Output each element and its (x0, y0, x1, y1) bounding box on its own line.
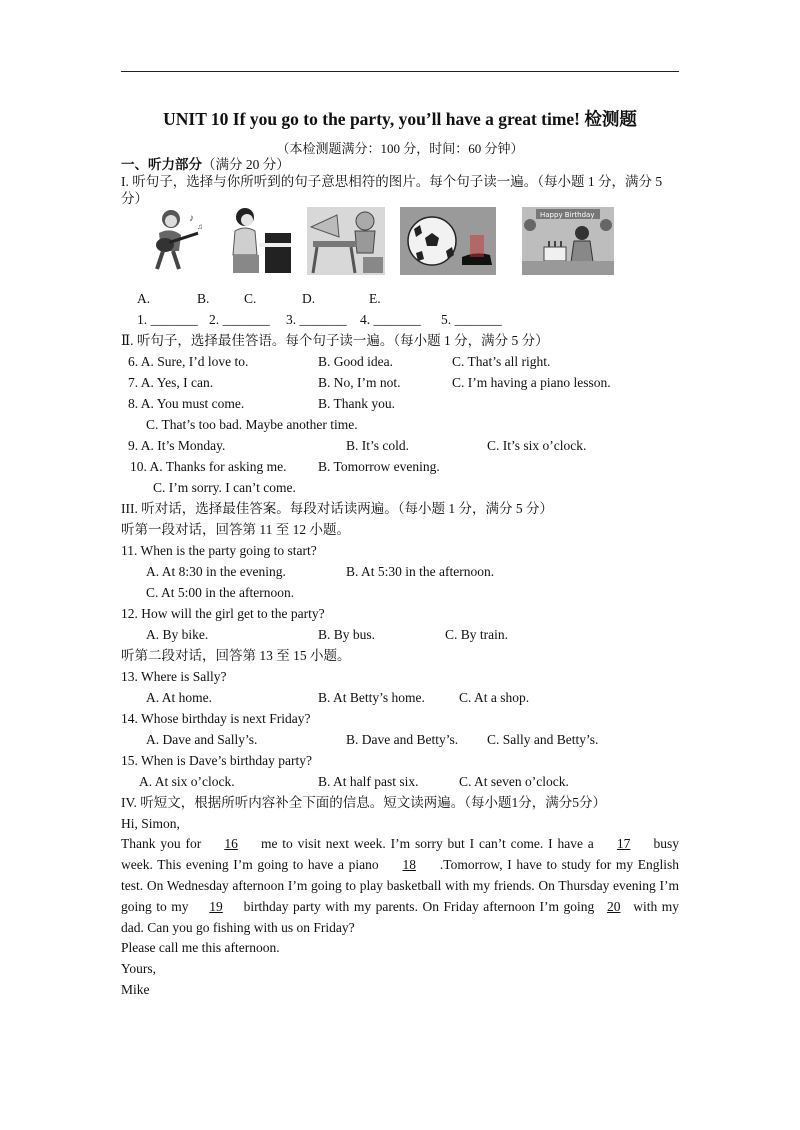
partIII-heading: III. 听对话，选择最佳答案。每段对话读两遍。（每小题 1 分，满分 5 分） (121, 501, 553, 516)
pic-label-c: C. (244, 291, 257, 306)
q10-option-a: 10. A. Thanks for asking me. (130, 459, 287, 474)
q12-option-b: B. By bus. (318, 627, 376, 642)
dialogue2-heading: 听第二段对话，回答第 13 至 15 小题。 (121, 648, 351, 663)
q13-question: 13. Where is Sally? (121, 669, 227, 684)
section1-heading (121, 157, 290, 173)
q9-option-c: C. It’s six o’clock. (487, 438, 587, 453)
soccer-picture (400, 207, 494, 275)
partIV-heading: IV. 听短文，根据所听内容补全下面的信息。短文读两遍。（每小题1分，满分5分） (121, 795, 607, 810)
q14-question: 14. Whose birthday is next Friday? (121, 711, 311, 726)
letter-signature: Mike (121, 982, 150, 997)
answer-2: 2. _______ (209, 312, 270, 327)
partII-heading: Ⅱ. 听句子，选择最佳答语。每个句子读一遍。（每小题 1 分，满分 5 分） (121, 333, 549, 348)
dialogue1-heading: 听第一段对话，回答第 11 至 12 小题。 (121, 522, 350, 537)
blank-17[interactable]: 17 (616, 836, 631, 851)
letter-text-4: .Tomorrow, I have to study for my English test. On Wednesday afternoon I’m going to play basketball with my friends. On Thursday evening I’m going to my (121, 857, 680, 914)
q13-option-b: B. At Betty’s home. (318, 690, 425, 705)
page-subtitle: （本检测题满分：100 分，时间：60 分钟） (276, 141, 524, 156)
q9-option-b: B. It’s cold. (346, 438, 409, 453)
q10-option-c: C. I’m sorry. I can’t come. (153, 480, 296, 495)
letter-greeting: Hi, Simon, (121, 816, 180, 831)
blank-19[interactable]: 19 (209, 899, 223, 914)
blank-18[interactable]: 18 (402, 857, 417, 872)
answer-3: 3. _______ (286, 312, 347, 327)
q12-option-a: A. By bike. (146, 627, 209, 642)
letter-text-2: me to visit next week. I’m sorry but I can’t come. I have a (260, 836, 594, 851)
q13-option-a: A. At home. (146, 690, 212, 705)
q14-option-a: A. Dave and Sally’s. (146, 732, 258, 747)
q13-option-c: C. At a shop. (459, 690, 530, 705)
q8-option-a: 8. A. You must come. (128, 396, 245, 411)
q11-option-b: B. At 5:30 in the afternoon. (346, 564, 495, 579)
guitar-picture (145, 207, 205, 275)
q10-option-b: B. Tomorrow evening. (318, 459, 440, 474)
q11-question: 11. When is the party going to start? (121, 543, 317, 558)
q7-option-b: B. No, I’m not. (318, 375, 401, 390)
birthday-picture (522, 207, 614, 275)
q11-option-a: A. At 8:30 in the evening. (146, 564, 286, 579)
q11-option-c: C. At 5:00 in the afternoon. (146, 585, 295, 600)
answer-1: 1. _______ (137, 312, 198, 327)
desk-picture (307, 207, 385, 275)
partI-instruction: I. 听句子，选择与你所听到的句子意思相符的图片。每个句子读一遍。（每小题 1 分，满分 5 (121, 174, 663, 189)
section1-score: （满分 20 分） (202, 157, 290, 172)
q14-option-c: C. Sally and Betty’s. (487, 732, 599, 747)
q7-option-a: 7. A. Yes, I can. (128, 375, 214, 390)
q7-option-c: C. I’m having a piano lesson. (452, 375, 611, 390)
q6-option-a: 6. A. Sure, I’d love to. (128, 354, 249, 369)
q14-option-b: B. Dave and Betty’s. (346, 732, 459, 747)
letter-text-3: busy week. This evening I’m going to have a piano (121, 836, 680, 872)
pic-label-a: A. (137, 291, 151, 306)
pic-label-b: B. (197, 291, 210, 306)
q9-option-a: 9. A. It’s Monday. (128, 438, 226, 453)
q15-option-b: B. At half past six. (318, 774, 419, 789)
pic-label-e: E. (369, 291, 381, 306)
q15-question: 15. When is Dave’s birthday party? (121, 753, 312, 768)
letter-text-1: Thank you for (121, 836, 202, 851)
q8-option-b: B. Thank you. (318, 396, 395, 411)
q6-option-b: B. Good idea. (318, 354, 393, 369)
q6-option-c: C. That’s all right. (452, 354, 551, 369)
q15-option-c: C. At seven o’clock. (459, 774, 569, 789)
answer-4: 4. _______ (360, 312, 421, 327)
svg-text:Happy Birthday: Happy Birthday (540, 211, 595, 219)
q12-option-c: C. By train. (445, 627, 508, 642)
blank-16[interactable]: 16 (224, 836, 238, 851)
q15-option-a: A. At six o’clock. (139, 774, 235, 789)
answer-5: 5. _______ (441, 312, 502, 327)
section1-title: 一、听力部分 (121, 157, 202, 172)
letter-call: Please call me this afternoon. (121, 940, 280, 955)
letter-body (121, 833, 679, 938)
q12-question: 12. How will the girl get to the party? (121, 606, 325, 621)
pic-label-d: D. (302, 291, 316, 306)
partI-instruction-cont: 分） (121, 191, 148, 206)
page-title: UNIT 10 If you go to the party, you’ll have a great time! 检测题 (163, 109, 637, 129)
letter-text-5: birthday party with my parents. On Friday afternoon I’m going (243, 899, 595, 914)
header-rule (121, 71, 679, 72)
piano-picture (227, 207, 293, 275)
q8-option-c: C. That’s too bad. Maybe another time. (146, 417, 358, 432)
letter-closing: Yours, (121, 961, 157, 976)
blank-20[interactable]: 20 (606, 899, 621, 914)
svg-text:♫: ♫ (197, 222, 203, 231)
letter-text-6: with my dad. Can you go fishing with us on Friday? (121, 899, 679, 935)
svg-text:♪: ♪ (189, 213, 194, 224)
